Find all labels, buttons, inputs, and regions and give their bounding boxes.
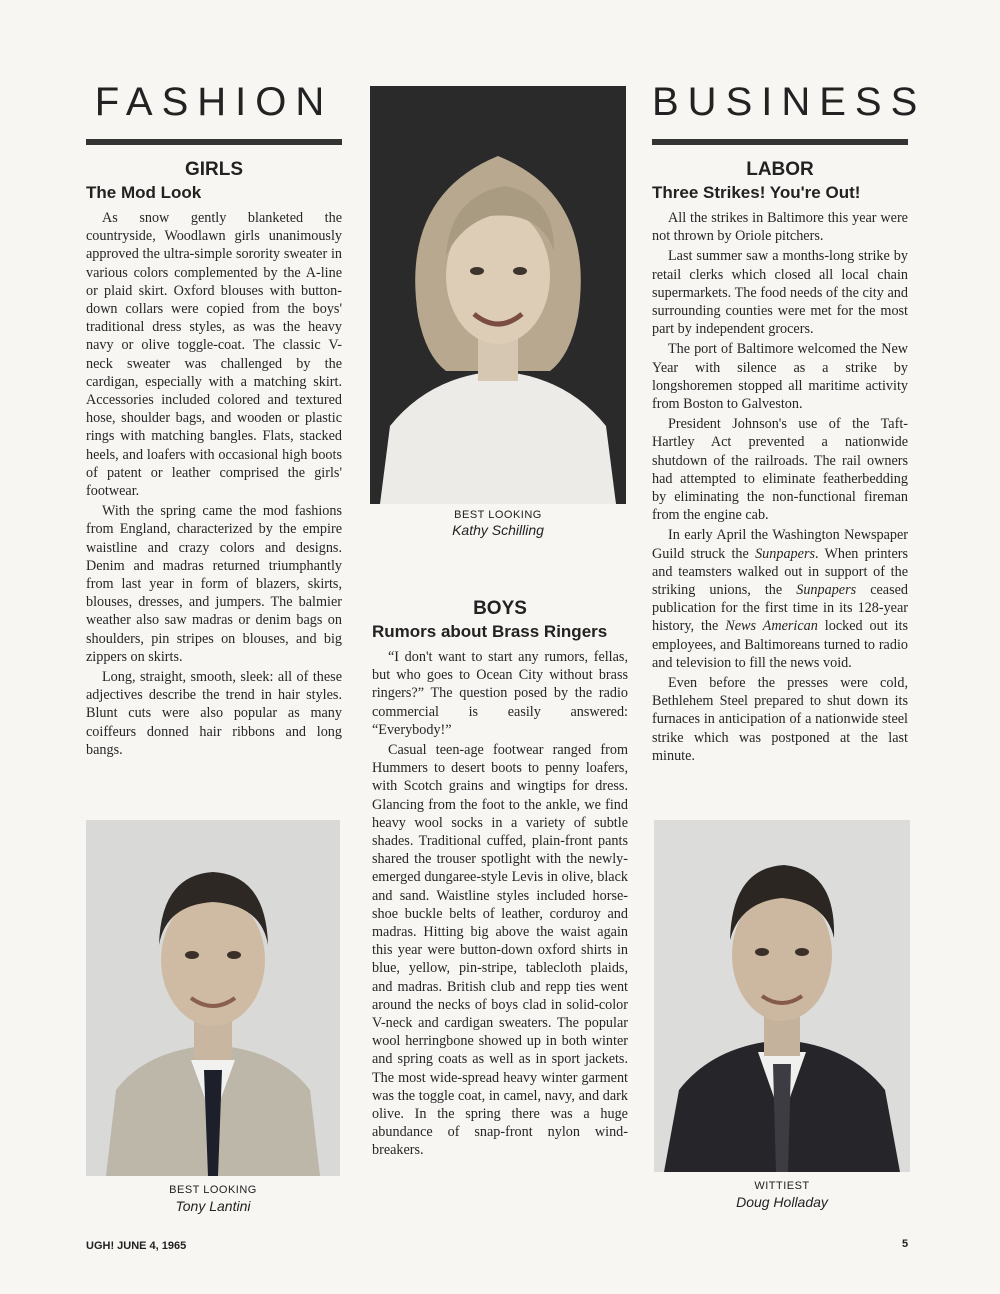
labor-subhead: LABOR <box>746 159 814 180</box>
boys-article-body <box>372 648 628 1160</box>
labor-article-body <box>652 209 908 765</box>
labor-paragraph: President Johnson's use of the Taft-Hartley Act prevented a nationwide shutdown of the railroads. The rail owners had attempted to eliminate featherbedding by eliminating the non-functional fireman from the engine cab. <box>652 416 908 524</box>
fashion-section-title: FASHION <box>94 80 334 124</box>
news-american-name: News American <box>725 618 818 635</box>
boys-paragraph: “I don't want to start any rumors, fellas, but who goes to Ocean City without brass ringers?” The question posed by the radio commercial is easily answered: “Everybody!” <box>372 649 628 738</box>
tony-caption-name: Tony Lantini <box>175 1198 251 1214</box>
fashion-column <box>86 80 342 761</box>
kathy-caption-label: BEST LOOKING <box>454 509 542 521</box>
labor-text: In early April the Washington Newspaper Guild struck the <box>652 527 908 562</box>
page-number: 5 <box>902 1238 909 1250</box>
boys-subhead: BOYS <box>473 598 527 619</box>
labor-paragraph: Last summer saw a months-long strike by retail clerks which closed all local chain supermarkets. The food needs of the city and surrounding counties were met for the most part by independent grocers. <box>652 248 908 338</box>
labor-paragraph: Even before the presses were cold, Bethlehem Steel prepared to shut down its furnaces in anticipation of a nationwide steel strike which was postponed at the last minute. <box>652 675 908 764</box>
labor-text: . When printers and teamsters walked out in support of the striking unions, the <box>652 545 908 599</box>
sunpapers-name: Sunpapers <box>796 582 857 599</box>
doug-caption-name: Doug Holladay <box>736 1194 828 1210</box>
girls-subhead: GIRLS <box>184 159 244 180</box>
labor-text: ceased publication for the first time in its 128-year history, the <box>652 582 908 635</box>
kathy-schilling-photo <box>370 86 626 504</box>
girls-paragraph: Long, straight, smooth, sleek: all of these adjectives describe the trend in hair styles. Blunt cuts were also popular as many coiffeurs donned hair ribbons and long bangs. <box>86 669 342 758</box>
boys-column <box>372 598 628 1162</box>
labor-text: locked out its employees, and Baltimoreans turned to radio and television to fill the news void. <box>652 618 908 671</box>
sunpapers-name: Sunpapers <box>755 545 815 562</box>
boys-headline: Rumors about Brass Ringers <box>372 622 608 641</box>
girls-headline: The Mod Look <box>86 183 202 202</box>
tony-caption-label: BEST LOOKING <box>169 1184 257 1196</box>
girls-article-body <box>86 209 342 759</box>
tony-lantini-photo <box>86 820 340 1176</box>
kathy-caption-name: Kathy Schilling <box>452 522 544 538</box>
labor-paragraph: The port of Baltimore welcomed the New Year with silence as a strike by longshoremen stopped all maritime activity from Boston to Galveston. <box>652 341 908 413</box>
business-column <box>652 80 927 767</box>
labor-paragraph: All the strikes in Baltimore this year were not thrown by Oriole pitchers. <box>652 210 908 245</box>
doug-holladay-photo <box>654 820 910 1172</box>
fashion-rule <box>86 139 342 145</box>
girls-paragraph: With the spring came the mod fashions from England, characterized by the empire waistline and crazy colors and designs. Denim and madras returned triumphantly from last year in form of blazers, skirts, blouses, dresses, and jumpers. The balmier weather also saw madras or denim bags on shoulders, pin stripes on blouses, and big zippers on skirts. <box>86 503 342 665</box>
business-section-title: BUSINESS <box>652 80 927 124</box>
portrait-woman-icon <box>370 86 626 504</box>
footer-publication-date: UGH! JUNE 4, 1965 <box>86 1240 187 1252</box>
doug-caption-label: WITTIEST <box>754 1180 810 1192</box>
portrait-man-icon <box>86 820 340 1176</box>
boys-paragraph: Casual teen-age footwear ranged from Hummers to desert boots to penny loafers, with Scotch grains and wingtips for dress. Glancing from the foot to the ankle, we find heavy wool socks in a variety of subtle shades. Traditional cuffed, plain-front pants shared the trouser spotlight with the newly-emerged dungaree-style Levis in olive, black and sand. Waistline styles included horse-shoe buckle belts of leather, corduroy and madras. Hitting big above the waist again this year were button-down oxford shirts in blue, yellow, pin-stripe, tablecloth plaids, and madras. British club and repp ties went around the necks of boys clad in solid-color V-neck and cardigan sweaters. The popular wool herringbone showed up in both winter and spring coats as well as in sport jackets. The most wide-spread heavy winter garment was the toggle coat, in camel, navy, and dark olive. In the spring there was a huge abundance of snap-front nylon wind-breakers. <box>372 742 628 1159</box>
business-rule <box>652 139 908 145</box>
labor-headline: Three Strikes! You're Out! <box>652 183 861 202</box>
girls-paragraph: As snow gently blanketed the countryside, Woodlawn girls unanimously approved the ultra-simple sorority sweater in various colors complemented by the A-line or plaid skirt. Oxford blouses with button-down collars were copied from the boys' traditional dress styles, as was the heavy navy or olive toggle-coat. The classic V-neck sweater was challenged by the cardigan, especially with a matching skirt. Accessories included colored and textured hose, shoulder bags, and wooden or plastic rings with matching bangles. Flats, stacked heels, and loafers with occasional high boots of patent or leather comprised the girls' footwear. <box>86 210 342 500</box>
portrait-man-icon <box>654 820 910 1172</box>
labor-paragraph <box>652 526 908 672</box>
